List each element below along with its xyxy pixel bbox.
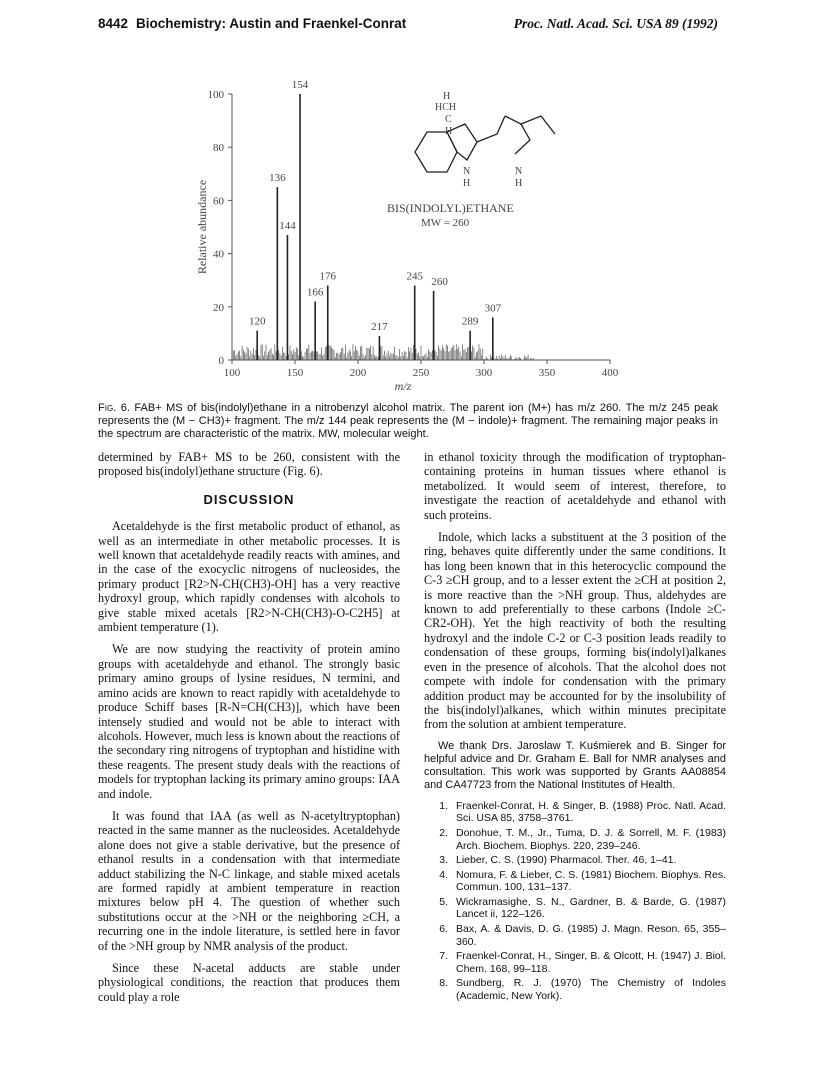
y-tick-label: 40 — [213, 248, 224, 261]
mass-spectrum-figure — [190, 79, 630, 393]
discussion-paragraph-1: Acetaldehyde is the first metabolic product of ethanol, as well as an intermediate in other metabolic processes. It is well known that acetaldehyde readily reacts with amines, and in the case of the exocyclic nitrogens of nucleosides, the primary product [R2>N-CH(CH3)-OH] has a very reactive hydroxyl group, which rapidly condenses with alcohols to give stable mixed acetals [R2>N-CH(CH3)-O-C2H5] at ambient temperature (1). — [98, 519, 400, 635]
second-indole-ring — [521, 116, 555, 134]
reference-number: 8. — [439, 977, 448, 990]
left-column — [98, 450, 400, 1012]
discussion-paragraph-4: Since these N-acetal adducts are stable under physiological conditions, the reaction that produces them could play a role — [98, 961, 400, 1004]
reference-item — [424, 854, 726, 867]
reference-item — [424, 950, 726, 975]
x-tick-label: 100 — [223, 367, 241, 379]
x-tick-label: 150 — [286, 367, 304, 379]
chemical-structure — [387, 91, 555, 229]
discussion-paragraph-2: We are now studying the reactivity of protein amino groups with acetaldehyde and ethanol. The strongly basic primary amino groups of lysine residues, N termini, and amino acids are known to react rapidly with acetaldehyde to produce Schiff bases [R-N=CH(CH3)], which have been intensely studied and would not be able to interact with alcohols. However, much less is known about the reactions of the secondary ring nitrogens of tryptophan and histidine with these reagents. The present study deals with the reactions of models for tryptophan lacking its primary amino groups: IAA and indole. — [98, 642, 400, 801]
molecular-weight-label: MW = 260 — [421, 217, 470, 229]
spectrum-axes — [195, 89, 619, 393]
discussion-heading: DISCUSSION — [203, 491, 295, 507]
atom-label-h2: H — [515, 178, 523, 189]
peak-label-289: 289 — [461, 315, 479, 328]
x-tick-label: 250 — [412, 367, 430, 379]
discussion-paragraph-3: It was found that IAA (as well as N-acetyltryptophan) reacted in the same manner as the nucleosides. Acetaldehyde alone does not give a stable derivative, but the presence of ethanol results in a condensation with that intermediate adduct stabilizing the N-C linkage, and stable mixed acetals are formed rapidly at ambient temperature in reaction mixtures below pH 4. The question of whether such substitutions occur at the >NH or the neighboring ≥CH, a recurring one in the indole literature, is settled here in favor of the >NH group by NMR analysis of the product. — [98, 808, 400, 953]
x-tick-label: 400 — [601, 367, 619, 379]
reference-number: 5. — [439, 895, 448, 908]
acknowledgment: We thank Drs. Jaroslaw T. Kuśmierek and B. Singer for helpful advice and Dr. Graham E. Ball for NMR analyses and consultation. This work was supported by Grants AA08854 and CA47723 from the National Institutes of Health. — [424, 739, 726, 791]
x-tick-label: 300 — [475, 367, 493, 379]
caption-lead: Fig. 6. — [98, 402, 130, 414]
running-title: Biochemistry: Austin and Fraenkel-Conrat — [136, 16, 407, 31]
reference-item — [424, 869, 726, 894]
baseline-noise — [233, 344, 533, 360]
atom-label-hch: HCH — [435, 102, 457, 113]
reference-number: 7. — [439, 950, 448, 963]
reference-item — [424, 827, 726, 852]
right-column — [424, 450, 726, 1005]
peak-label-120: 120 — [248, 315, 266, 328]
y-tick-label: 0 — [218, 355, 224, 367]
peak-label-307: 307 — [484, 302, 502, 315]
reference-number: 6. — [439, 923, 448, 936]
atom-label-c: C — [445, 114, 452, 125]
continuation-paragraph: determined by FAB+ MS to be 260, consistent with the proposed bis(indolyl)ethane structure (Fig. 6). — [98, 450, 400, 479]
reference-number: 4. — [439, 868, 448, 881]
x-tick-label: 200 — [349, 367, 367, 379]
peak-label-245: 245 — [406, 270, 423, 283]
reference-item — [424, 923, 726, 948]
y-axis-title: Relative abundance — [195, 179, 209, 275]
reference-number: 1. — [439, 799, 448, 812]
reference-text: Fraenkel-Conrat, H., Singer, B. & Olcott, H. (1947) J. Biol. Chem. 168, 99–118. — [456, 950, 726, 975]
peak-label-154: 154 — [291, 79, 309, 91]
reference-text: Lieber, C. S. (1990) Pharmacol. Ther. 46, 1–41. — [456, 854, 677, 867]
x-axis-title: m/z — [394, 379, 412, 393]
right-paragraph-1: in ethanol toxicity through the modification of tryptophan-containing proteins in human tissues where ethanol is metabolized. It would seem of interest, therefore, to investigate the reaction of acetaldehyde and ethanol with such proteins. — [424, 450, 726, 522]
page-number: 8442 — [98, 16, 129, 31]
reference-text: Wickramasighe, S. N., Gardner, B. & Barde, G. (1987) Lancet ii, 122–126. — [456, 895, 726, 921]
reference-text: Bax, A. & Davis, D. G. (1985) J. Magn. Reson. 65, 355–360. — [456, 923, 726, 948]
right-paragraph-2: Indole, which lacks a substituent at the 3 position of the ring, behaves quite differently under the same conditions. It has long been known that in this heterocyclic compound the C-3 ≥CH group, and to a lesser extent the ≥CH at position 2, is more reactive than the >NH group. Thus, aldehydes are known to add preferentially to these carbons (Indole ≥C-CR2-OH). Yet the high reactivity of both the resulting hydroxyl and the indole C-2 or C-3 position leads readily to condensation of these groups, forming bis(indolyl)alkanes even in the presence of alcohols. That the alcohol does not compete with indole for condensation with the primary addition product may be accounted for by the insolubility of the bis(indolyl)alkanes, which within minutes precipitate from the solution at ambient temperature. — [424, 530, 726, 732]
x-tick-label: 350 — [538, 367, 556, 379]
reference-text: Sundberg, R. J. (1970) The Chemistry of Indoles (Academic, New York). — [456, 977, 726, 1003]
peak-label-136: 136 — [269, 172, 286, 185]
y-tick-label: 20 — [213, 301, 224, 314]
peak-label-144: 144 — [279, 219, 296, 232]
journal-citation: Proc. Natl. Acad. Sci. USA 89 (1992) — [513, 16, 718, 31]
bridge-bond — [477, 116, 505, 142]
y-tick-label: 60 — [213, 195, 224, 208]
caption-text: FAB+ MS of bis(indolyl)ethane in a nitrobenzyl alcohol matrix. The parent ion (M+) has m/z 260. The m/z 245 peak represents the (M − CH3)+ fragment. The m/z 144 peak represents the (M − indole)+ fragment. The remaining major peaks in the spectrum are characteristic of the matrix. MW, molecular weight. — [98, 402, 719, 440]
reference-item — [424, 977, 726, 1002]
reference-item — [424, 800, 726, 825]
peak-label-166: 166 — [306, 286, 324, 299]
reference-number: 2. — [439, 826, 448, 839]
reference-item — [424, 896, 726, 921]
atom-label-n1: N — [463, 166, 471, 177]
peak-label-217: 217 — [371, 321, 388, 334]
reference-text: Fraenkel-Conrat, H. & Singer, B. (1988) Proc. Natl. Acad. Sci. USA 85, 3758–3761. — [456, 799, 726, 825]
atom-label-h1: H — [463, 178, 471, 189]
y-tick-label: 100 — [207, 89, 224, 101]
atom-label-h-top: H — [443, 91, 451, 102]
peak-label-260: 260 — [431, 275, 448, 288]
reference-list — [424, 800, 726, 1003]
figure-caption — [98, 402, 718, 441]
atom-label-n2: N — [515, 166, 523, 177]
y-tick-label: 80 — [213, 142, 224, 155]
reference-text: Nomura, F. & Lieber, C. S. (1981) Biochem. Biophys. Res. Commun. 100, 131–137. — [456, 868, 726, 894]
peak-label-176: 176 — [319, 270, 337, 283]
structure-name: BIS(INDOLYL)ETHANE — [387, 201, 514, 215]
reference-number: 3. — [439, 854, 448, 867]
reference-text: Donohue, T. M., Jr., Tuma, D. J. & Sorrell, M. F. (1983) Arch. Biochem. Biophys. 220, 239–246. — [456, 826, 726, 852]
atom-label-h-c: H — [445, 126, 453, 137]
